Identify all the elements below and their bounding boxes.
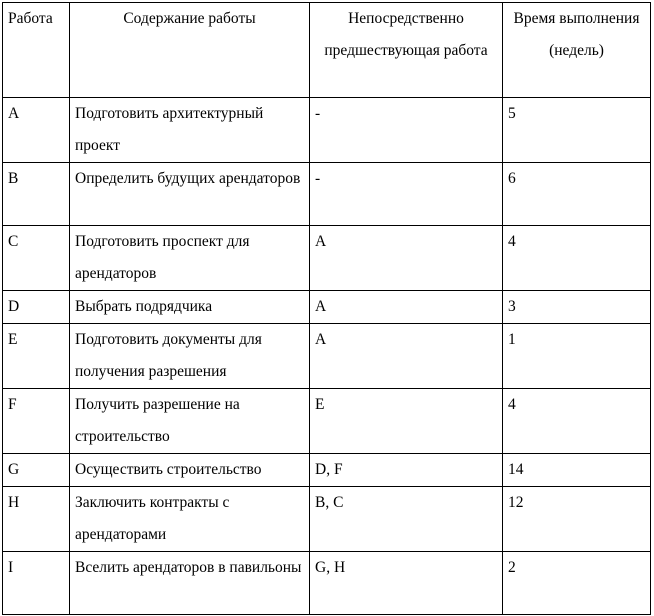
cell-duration: 1 xyxy=(503,324,651,389)
cell-work: E xyxy=(3,324,70,389)
header-predecessor: Непосредственно предшествующая работа xyxy=(310,3,503,98)
cell-predecessor: G, H xyxy=(310,552,503,615)
cell-duration: 2 xyxy=(503,552,651,615)
table-row xyxy=(3,389,651,454)
table-row xyxy=(3,291,651,324)
header-duration: Время выполнения (недель) xyxy=(503,3,651,98)
cell-predecessor: A xyxy=(310,226,503,291)
table-header xyxy=(3,3,651,98)
header-work: Работа xyxy=(3,3,70,98)
cell-content: Подготовить проспект для арендаторов xyxy=(70,226,310,291)
cell-duration: 6 xyxy=(503,163,651,226)
cell-work: D xyxy=(3,291,70,324)
cell-work: F xyxy=(3,389,70,454)
cell-predecessor: A xyxy=(310,324,503,389)
cell-content: Вселить арендаторов в павильоны xyxy=(70,552,310,615)
cell-work: H xyxy=(3,487,70,552)
cell-predecessor: A xyxy=(310,291,503,324)
cell-predecessor: E xyxy=(310,389,503,454)
cell-content: Подготовить архитектурный проект xyxy=(70,98,310,163)
cell-predecessor: - xyxy=(310,98,503,163)
cell-predecessor: D, F xyxy=(310,454,503,487)
cell-duration: 5 xyxy=(503,98,651,163)
header-content: Содержание работы xyxy=(70,3,310,98)
cell-duration: 4 xyxy=(503,226,651,291)
cell-duration: 4 xyxy=(503,389,651,454)
table-row xyxy=(3,98,651,163)
table-row xyxy=(3,163,651,226)
table-row xyxy=(3,454,651,487)
cell-work: B xyxy=(3,163,70,226)
table-row xyxy=(3,226,651,291)
cell-predecessor: B, C xyxy=(310,487,503,552)
cell-duration: 14 xyxy=(503,454,651,487)
table-body xyxy=(3,98,651,615)
header-row xyxy=(3,3,651,98)
cell-predecessor: - xyxy=(310,163,503,226)
work-schedule-table xyxy=(2,2,651,615)
cell-content: Заключить контракты с арендаторами xyxy=(70,487,310,552)
table-row xyxy=(3,487,651,552)
cell-work: I xyxy=(3,552,70,615)
cell-work: G xyxy=(3,454,70,487)
cell-duration: 12 xyxy=(503,487,651,552)
cell-work: A xyxy=(3,98,70,163)
table-row xyxy=(3,324,651,389)
cell-work: C xyxy=(3,226,70,291)
cell-content: Подготовить документы для получения разрешения xyxy=(70,324,310,389)
table-row xyxy=(3,552,651,615)
cell-content: Выбрать подрядчика xyxy=(70,291,310,324)
cell-content: Осуществить строительство xyxy=(70,454,310,487)
cell-content: Получить разрешение на строительство xyxy=(70,389,310,454)
cell-duration: 3 xyxy=(503,291,651,324)
cell-content: Определить будущих арендаторов xyxy=(70,163,310,226)
